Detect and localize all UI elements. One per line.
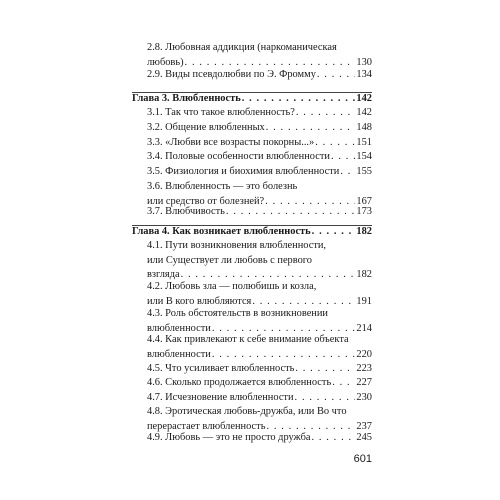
leader-dots [295,391,356,406]
toc-entry-line [147,239,372,254]
toc-entry-title: 3.2. Общение влюбленных [147,122,265,133]
toc-entry-line [147,121,372,136]
toc-section-entry [147,136,372,151]
leader-dots [226,205,355,220]
toc-entry-title: или средство от болезней? [147,195,265,207]
toc-section-entry [147,165,372,180]
toc-entry-line [147,391,372,406]
toc-page-number: 151 [356,137,372,148]
toc-entry-line [147,376,372,391]
toc-section-entry [147,239,372,283]
leader-dots [332,376,355,391]
toc-section-entry [147,362,372,377]
toc-entry-title: 4.1. Пути возникновения влюбленности, [147,240,327,251]
toc-entry-line [147,405,372,420]
toc-entry-line [147,431,372,446]
toc-page-number: 230 [356,392,372,403]
toc-entry-title: влюбленности [147,322,211,334]
toc-page-number: 142 [356,93,372,104]
toc-section-entry [147,431,372,446]
toc-entry-title: 3.1. Так что такое влюбленность? [147,107,295,118]
leader-dots [296,106,356,121]
toc-entry-line [132,225,372,240]
toc-section-entry [147,41,372,70]
toc-entry-title: 4.7. Исчезновение влюбленности [147,392,294,403]
toc-entry-line [147,165,372,180]
toc-entry-line [147,280,372,295]
toc-entry-title: 4.9. Любовь — это не просто дружба [147,432,311,443]
toc-page-number: 237 [356,420,372,432]
leader-dots [266,121,356,136]
toc-entry-title: или Существует ли любовь с первого [147,254,312,266]
toc-entry-title: или В кого влюбляются [147,295,252,307]
toc-entry-title: 3.4. Половые особенности влюбленности [147,151,330,162]
toc-chapter-entry [132,92,372,107]
toc-entry-line [147,307,372,322]
toc-page-number: 167 [356,195,372,207]
toc-page-number: 223 [356,363,372,374]
toc-entry-line [147,362,372,377]
leader-dots [295,362,355,377]
toc-page-number: 227 [356,377,372,388]
toc-entry-line [132,92,372,107]
toc-entry-line [147,41,372,56]
leader-dots [340,165,355,180]
toc-entry-title: 4.2. Любовь зла — полюбишь и козла, [147,281,317,292]
toc-section-entry [147,106,372,121]
toc-entry-title: 2.9. Виды псевдолюбви по Э. Фромму [147,69,316,80]
leader-dots [312,431,356,446]
toc-entry-title: перерастает влюбленность [147,420,266,432]
toc-page-number: 154 [356,151,372,162]
toc-page-number: 214 [356,322,372,334]
toc-page-number: 220 [356,348,372,360]
toc-entry-title: Глава 3. Влюбленность [132,93,241,104]
toc-page-number: 142 [356,107,372,118]
toc-section-entry [147,68,372,83]
leader-dots [242,92,356,107]
toc-entry-line [147,205,372,220]
leader-dots [312,225,356,240]
toc-entry-line [147,348,372,363]
toc-section-entry [147,205,372,220]
toc-entry-title: взгляда [147,269,180,280]
leader-dots [317,68,356,83]
toc-page-number: 130 [356,56,372,68]
toc-page-number: 155 [356,166,372,177]
toc-entry-line [147,180,372,195]
leader-dots [315,136,355,151]
toc-entry-line [147,150,372,165]
toc-entry-title: Глава 4. Как возникает влюбленность [132,226,311,237]
toc-section-entry [147,150,372,165]
toc-entry-title: 4.4. Как привлекают к себе внимание объекта [147,334,349,345]
toc-entry-title: любовь) [147,56,184,68]
toc-section-entry [147,121,372,136]
toc-section-entry [147,307,372,336]
toc-entry-title: 4.8. Эротическая любовь-дружба, или Во что [147,406,347,417]
toc-entry-line [147,136,372,151]
toc-entry-line [147,333,372,348]
toc-page-number: 134 [356,69,372,80]
toc-page-number: 182 [356,269,372,280]
toc-entry-line [147,68,372,83]
toc-entry-title: 2.8. Любовная аддикция (наркоманическая [147,42,337,53]
toc-section-entry [147,333,372,362]
toc-page-number: 182 [356,226,372,237]
toc-entry-title: 4.3. Роль обстоятельств в возникновении [147,308,328,319]
page-number: 601 [353,453,372,465]
toc-section-entry [147,280,372,309]
toc-entry-line [147,106,372,121]
toc-entry-title: 3.6. Влюбленность — это болезнь [147,181,298,192]
toc-page-number: 173 [356,206,372,217]
toc-entry-title: 4.5. Что усиливает влюбленность [147,363,295,374]
leader-dots [212,348,356,363]
toc-section-entry [147,391,372,406]
toc-entry-title: влюбленности [147,348,211,360]
toc-entry-title: 4.6. Сколько продолжается влюбленность [147,377,332,388]
toc-section-entry [147,376,372,391]
toc-page-number: 148 [356,122,372,133]
toc-entry-line [147,254,372,269]
toc-entry-title: 3.7. Влюбчивость [147,206,225,217]
toc-entry-title: 3.5. Физиология и биохимия влюбленности [147,166,340,177]
toc-chapter-entry [132,225,372,240]
toc-section-entry [147,405,372,434]
leader-dots [331,150,355,165]
toc-page-number: 245 [356,432,372,443]
toc-entry-title: 3.3. «Любви все возрасты покорны...» [147,137,315,148]
toc-page-number: 191 [356,295,372,307]
